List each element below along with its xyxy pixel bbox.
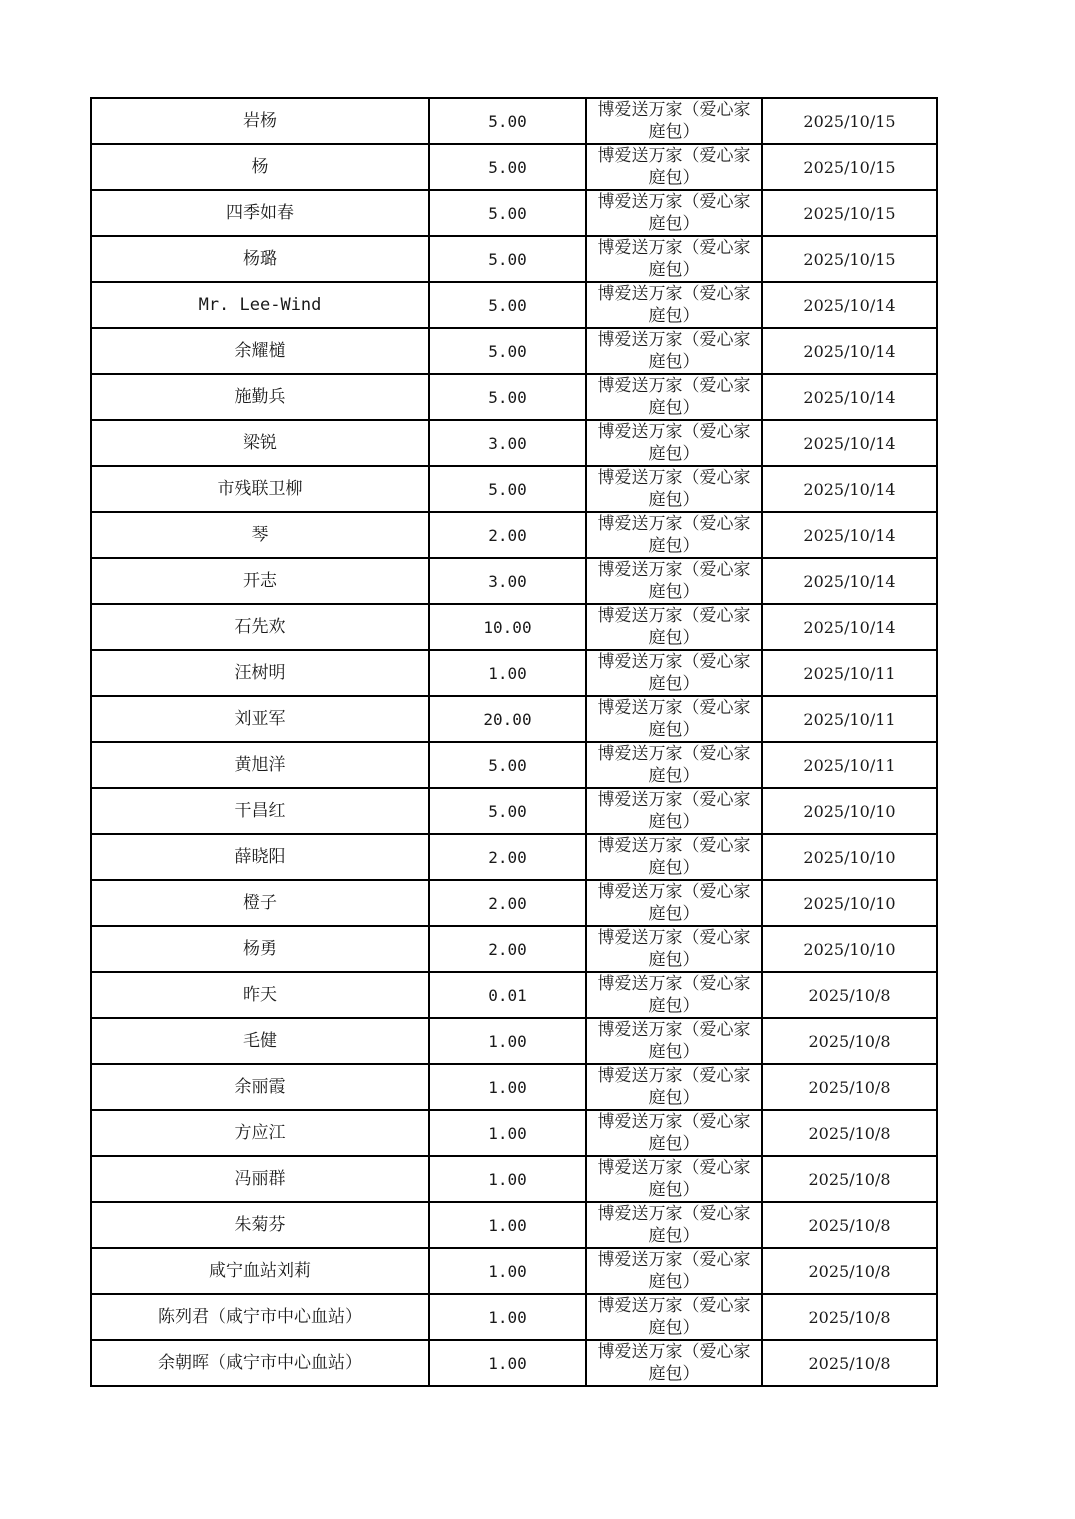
- table-row: [91, 1248, 937, 1294]
- donor-name-cell: 琴: [91, 512, 429, 558]
- project-cell: 博爱送万家（爱心家庭包）: [586, 926, 762, 972]
- date-cell: 2025/10/11: [762, 696, 937, 742]
- table-row: [91, 558, 937, 604]
- amount-cell: 5.00: [429, 98, 586, 144]
- date-cell: 2025/10/10: [762, 926, 937, 972]
- project-cell: 博爱送万家（爱心家庭包）: [586, 1156, 762, 1202]
- amount-cell: 3.00: [429, 558, 586, 604]
- amount-cell: 0.01: [429, 972, 586, 1018]
- project-cell: 博爱送万家（爱心家庭包）: [586, 788, 762, 834]
- project-cell: 博爱送万家（爱心家庭包）: [586, 282, 762, 328]
- date-cell: 2025/10/8: [762, 1202, 937, 1248]
- project-cell: 博爱送万家（爱心家庭包）: [586, 98, 762, 144]
- project-cell: 博爱送万家（爱心家庭包）: [586, 1248, 762, 1294]
- donor-name-cell: 四季如春: [91, 190, 429, 236]
- amount-cell: 20.00: [429, 696, 586, 742]
- project-cell: 博爱送万家（爱心家庭包）: [586, 650, 762, 696]
- amount-cell: 1.00: [429, 1156, 586, 1202]
- date-cell: 2025/10/8: [762, 1018, 937, 1064]
- amount-cell: 2.00: [429, 512, 586, 558]
- table-row: [91, 1294, 937, 1340]
- project-cell: 博爱送万家（爱心家庭包）: [586, 1294, 762, 1340]
- date-cell: 2025/10/14: [762, 420, 937, 466]
- donor-name-cell: 杨勇: [91, 926, 429, 972]
- donor-name-cell: 岩杨: [91, 98, 429, 144]
- date-cell: 2025/10/10: [762, 834, 937, 880]
- date-cell: 2025/10/15: [762, 236, 937, 282]
- date-cell: 2025/10/8: [762, 1156, 937, 1202]
- project-cell: 博爱送万家（爱心家庭包）: [586, 1064, 762, 1110]
- donor-name-cell: 余耀檤: [91, 328, 429, 374]
- amount-cell: 2.00: [429, 926, 586, 972]
- amount-cell: 5.00: [429, 788, 586, 834]
- date-cell: 2025/10/8: [762, 1294, 937, 1340]
- date-cell: 2025/10/14: [762, 466, 937, 512]
- table-row: [91, 236, 937, 282]
- amount-cell: 1.00: [429, 1340, 586, 1386]
- table-row: [91, 1156, 937, 1202]
- table-row: [91, 788, 937, 834]
- donation-table-body: [91, 98, 937, 1386]
- date-cell: 2025/10/14: [762, 282, 937, 328]
- donor-name-cell: 昨天: [91, 972, 429, 1018]
- donor-name-cell: Mr. Lee-Wind: [91, 282, 429, 328]
- project-cell: 博爱送万家（爱心家庭包）: [586, 972, 762, 1018]
- amount-cell: 1.00: [429, 1202, 586, 1248]
- project-cell: 博爱送万家（爱心家庭包）: [586, 696, 762, 742]
- donor-name-cell: 市残联卫柳: [91, 466, 429, 512]
- donor-name-cell: 方应江: [91, 1110, 429, 1156]
- project-cell: 博爱送万家（爱心家庭包）: [586, 466, 762, 512]
- donor-name-cell: 黄旭洋: [91, 742, 429, 788]
- date-cell: 2025/10/8: [762, 1110, 937, 1156]
- project-cell: 博爱送万家（爱心家庭包）: [586, 420, 762, 466]
- table-row: [91, 880, 937, 926]
- table-row: [91, 696, 937, 742]
- amount-cell: 5.00: [429, 236, 586, 282]
- project-cell: 博爱送万家（爱心家庭包）: [586, 512, 762, 558]
- date-cell: 2025/10/15: [762, 144, 937, 190]
- amount-cell: 5.00: [429, 282, 586, 328]
- date-cell: 2025/10/8: [762, 972, 937, 1018]
- date-cell: 2025/10/14: [762, 374, 937, 420]
- amount-cell: 5.00: [429, 328, 586, 374]
- table-row: [91, 834, 937, 880]
- project-cell: 博爱送万家（爱心家庭包）: [586, 1018, 762, 1064]
- table-row: [91, 374, 937, 420]
- project-cell: 博爱送万家（爱心家庭包）: [586, 1340, 762, 1386]
- date-cell: 2025/10/14: [762, 558, 937, 604]
- project-cell: 博爱送万家（爱心家庭包）: [586, 604, 762, 650]
- donor-name-cell: 干昌红: [91, 788, 429, 834]
- date-cell: 2025/10/8: [762, 1248, 937, 1294]
- project-cell: 博爱送万家（爱心家庭包）: [586, 328, 762, 374]
- date-cell: 2025/10/8: [762, 1064, 937, 1110]
- project-cell: 博爱送万家（爱心家庭包）: [586, 1110, 762, 1156]
- table-row: [91, 604, 937, 650]
- donor-name-cell: 薛晓阳: [91, 834, 429, 880]
- project-cell: 博爱送万家（爱心家庭包）: [586, 880, 762, 926]
- donor-name-cell: 橙子: [91, 880, 429, 926]
- project-cell: 博爱送万家（爱心家庭包）: [586, 236, 762, 282]
- table-row: [91, 926, 937, 972]
- donation-table: [90, 97, 938, 1387]
- table-row: [91, 420, 937, 466]
- amount-cell: 2.00: [429, 880, 586, 926]
- donor-name-cell: 汪树明: [91, 650, 429, 696]
- amount-cell: 1.00: [429, 1294, 586, 1340]
- donor-name-cell: 毛健: [91, 1018, 429, 1064]
- amount-cell: 5.00: [429, 144, 586, 190]
- amount-cell: 5.00: [429, 742, 586, 788]
- donor-name-cell: 石先欢: [91, 604, 429, 650]
- donor-name-cell: 施勤兵: [91, 374, 429, 420]
- donor-name-cell: 陈列君（咸宁市中心血站）: [91, 1294, 429, 1340]
- table-row: [91, 1340, 937, 1386]
- amount-cell: 10.00: [429, 604, 586, 650]
- donor-name-cell: 朱菊芬: [91, 1202, 429, 1248]
- date-cell: 2025/10/14: [762, 512, 937, 558]
- project-cell: 博爱送万家（爱心家庭包）: [586, 742, 762, 788]
- table-row: [91, 972, 937, 1018]
- date-cell: 2025/10/8: [762, 1340, 937, 1386]
- table-row: [91, 190, 937, 236]
- donor-name-cell: 冯丽群: [91, 1156, 429, 1202]
- project-cell: 博爱送万家（爱心家庭包）: [586, 1202, 762, 1248]
- project-cell: 博爱送万家（爱心家庭包）: [586, 190, 762, 236]
- amount-cell: 5.00: [429, 466, 586, 512]
- donor-name-cell: 杨: [91, 144, 429, 190]
- project-cell: 博爱送万家（爱心家庭包）: [586, 144, 762, 190]
- table-row: [91, 144, 937, 190]
- donor-name-cell: 余丽霞: [91, 1064, 429, 1110]
- table-row: [91, 1110, 937, 1156]
- date-cell: 2025/10/15: [762, 190, 937, 236]
- date-cell: 2025/10/14: [762, 604, 937, 650]
- table-row: [91, 650, 937, 696]
- amount-cell: 5.00: [429, 190, 586, 236]
- amount-cell: 3.00: [429, 420, 586, 466]
- table-row: [91, 742, 937, 788]
- donor-name-cell: 刘亚军: [91, 696, 429, 742]
- amount-cell: 2.00: [429, 834, 586, 880]
- date-cell: 2025/10/11: [762, 742, 937, 788]
- project-cell: 博爱送万家（爱心家庭包）: [586, 558, 762, 604]
- table-row: [91, 1018, 937, 1064]
- donor-name-cell: 余朝晖（咸宁市中心血站）: [91, 1340, 429, 1386]
- project-cell: 博爱送万家（爱心家庭包）: [586, 834, 762, 880]
- table-row: [91, 98, 937, 144]
- date-cell: 2025/10/10: [762, 880, 937, 926]
- table-row: [91, 282, 937, 328]
- amount-cell: 1.00: [429, 1248, 586, 1294]
- table-row: [91, 466, 937, 512]
- donor-name-cell: 开志: [91, 558, 429, 604]
- donor-name-cell: 咸宁血站刘莉: [91, 1248, 429, 1294]
- table-row: [91, 1202, 937, 1248]
- table-row: [91, 512, 937, 558]
- donor-name-cell: 杨璐: [91, 236, 429, 282]
- donor-name-cell: 梁锐: [91, 420, 429, 466]
- amount-cell: 1.00: [429, 1064, 586, 1110]
- date-cell: 2025/10/11: [762, 650, 937, 696]
- amount-cell: 1.00: [429, 1018, 586, 1064]
- date-cell: 2025/10/10: [762, 788, 937, 834]
- table-row: [91, 328, 937, 374]
- project-cell: 博爱送万家（爱心家庭包）: [586, 374, 762, 420]
- amount-cell: 1.00: [429, 650, 586, 696]
- table-row: [91, 1064, 937, 1110]
- date-cell: 2025/10/14: [762, 328, 937, 374]
- amount-cell: 5.00: [429, 374, 586, 420]
- amount-cell: 1.00: [429, 1110, 586, 1156]
- date-cell: 2025/10/15: [762, 98, 937, 144]
